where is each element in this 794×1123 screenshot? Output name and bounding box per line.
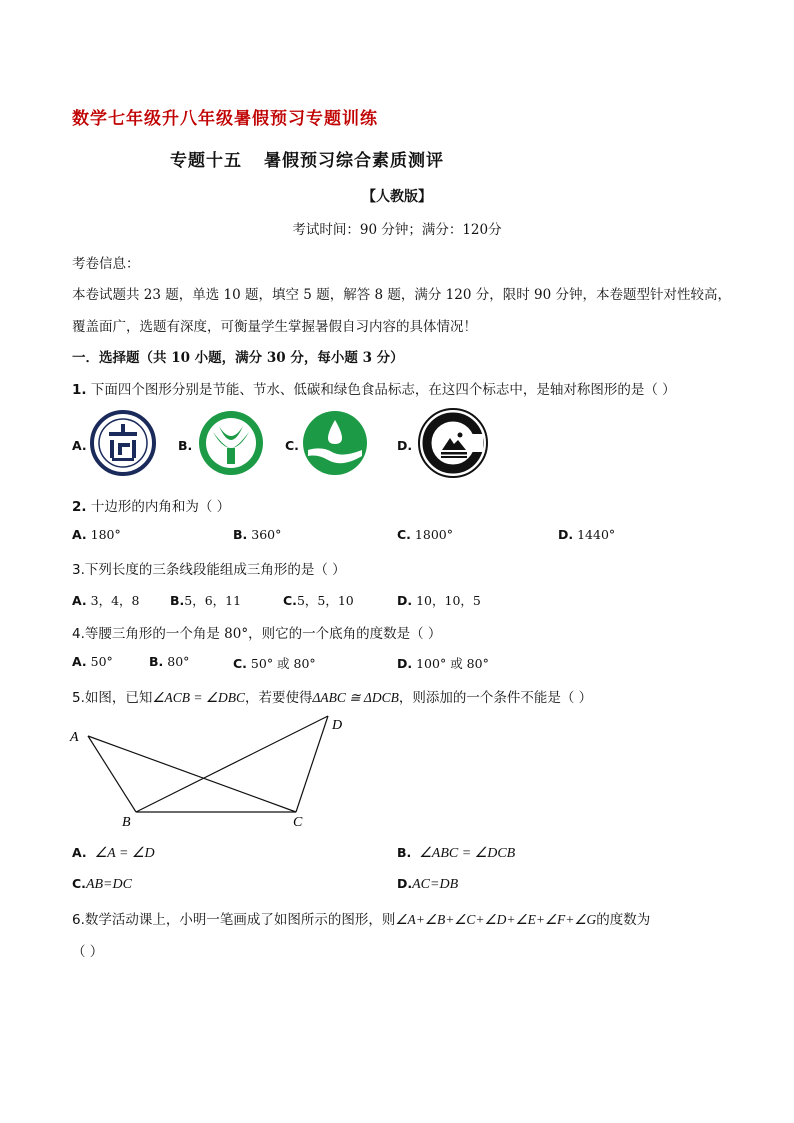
question-6 <box>72 908 650 928</box>
q5-option-c: C.AB=DC <box>72 876 132 892</box>
question-2 <box>72 495 230 515</box>
topic-subtitle: 暑假预习综合素质测评 <box>264 151 444 171</box>
exam-time: 考试时间：90 分钟；满分：120分 <box>292 222 502 238</box>
q2-option-b: B. 360° <box>233 527 282 542</box>
q4-option-b: B. 80° <box>149 654 190 669</box>
question-3 <box>72 558 346 578</box>
q3-option-d: D. 10，10，5 <box>397 593 481 608</box>
topic-title: 专题十五 <box>170 151 242 171</box>
question-text: 下列长度的三条线段能组成三角形的是（ ） <box>84 562 346 578</box>
page-title <box>170 146 444 171</box>
vertex-label-a: A <box>70 730 79 745</box>
angle-equation: ∠ACB = ∠DBC <box>152 690 245 705</box>
question-text-pre: 数学活动课上，小明一笔画成了如图所示的图形，则 <box>84 912 396 928</box>
vertex-label-d: D <box>332 718 343 733</box>
question-6-paren: （ ） <box>72 944 104 960</box>
q5-option-b: B. ∠ABC = ∠DCB <box>397 845 516 861</box>
vertex-label-b: B <box>122 815 131 830</box>
angle-sum-expression: ∠A+∠B+∠C+∠D+∠E+∠F+∠G <box>395 912 597 927</box>
question-text-post: 的度数为 <box>596 912 651 928</box>
water-saving-logo-icon <box>302 410 368 476</box>
question-number: 5. <box>72 690 85 706</box>
question-text: 等腰三角形的一个角是 80°，则它的一个底角的度数是（ ） <box>84 626 442 642</box>
question-text-post: ，则添加的一个条件不能是（ ） <box>398 690 593 706</box>
q1-option-d-label: D. <box>397 438 413 453</box>
vertex-label-c: C <box>293 815 303 830</box>
q4-option-a: A. 50° <box>72 654 113 669</box>
q2-option-a: A. 180° <box>72 527 121 542</box>
question-text-mid: ，若要使得 <box>244 690 313 706</box>
question-text: 十边形的内角和为（ ） <box>90 499 231 515</box>
info-line-1: 本卷试题共 23 题，单选 10 题，填空 5 题，解答 8 题，满分 120 分，限时 90 分钟，本卷题型针对性较高， <box>72 287 731 303</box>
triangle-figure <box>60 708 360 832</box>
q1-option-a-label: A. <box>72 438 87 453</box>
q1-option-c-label: C. <box>285 438 299 453</box>
info-line-2: 覆盖面广，选题有深度，可衡量学生掌握暑假自习内容的具体情况！ <box>72 319 477 335</box>
question-number: 1. <box>72 382 87 398</box>
question-number: 2. <box>72 499 87 515</box>
question-text-pre: 如图，已知 <box>84 690 153 706</box>
q4-option-d: D. 100° 或 80° <box>397 656 489 671</box>
low-carbon-logo-icon <box>418 408 488 478</box>
question-text: 下面四个图形分别是节能、节水、低碳和绿色食品标志，在这四个标志中，是轴对称图形的是（ ） <box>90 382 676 398</box>
q2-option-c: C. 1800° <box>397 527 453 542</box>
segment-cd <box>296 716 328 812</box>
edition-label: 【人教版】 <box>362 189 432 205</box>
energy-saving-logo-icon <box>90 410 156 476</box>
question-5 <box>72 686 592 706</box>
question-4 <box>72 622 441 642</box>
congruence-statement: ΔABC ≅ ΔDCB <box>312 690 399 705</box>
series-title: 数学七年级升八年级暑假预习专题训练 <box>72 109 378 129</box>
question-number: 3. <box>72 562 85 578</box>
info-label: 考卷信息： <box>72 256 140 272</box>
q3-option-a: A. 3，4，8 <box>72 593 140 608</box>
question-1 <box>72 378 676 398</box>
q3-option-c: C.5，5，10 <box>283 593 354 608</box>
green-food-logo-icon <box>197 410 265 476</box>
q4-option-c: C. 50° 或 80° <box>233 656 316 671</box>
question-number: 4. <box>72 626 85 642</box>
section-heading: 一．选择题（共 10 小题，满分 30 分，每小题 3 分） <box>72 350 404 366</box>
q5-option-a: A. ∠A = ∠D <box>72 845 155 861</box>
q1-option-b-label: B. <box>178 438 193 453</box>
q5-option-d: D.AC=DB <box>397 876 459 892</box>
segment-ab <box>88 736 136 812</box>
q3-option-b: B.5，6，11 <box>170 593 242 608</box>
q2-option-d: D. 1440° <box>558 527 616 542</box>
question-number: 6. <box>72 912 85 928</box>
